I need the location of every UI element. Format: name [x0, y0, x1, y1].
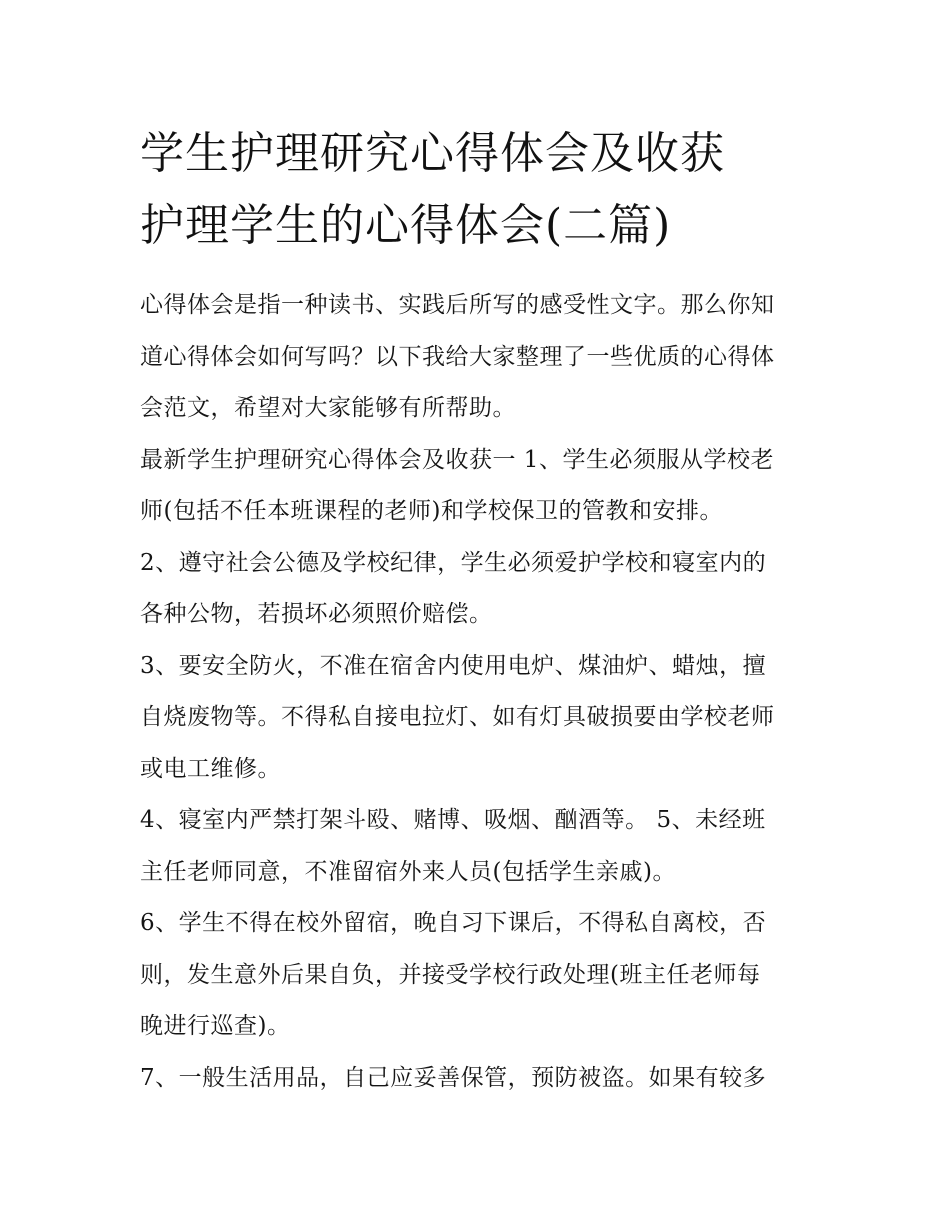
body-line: 主任老师同意，不准留宿外来人员(包括学生亲戚)。: [140, 858, 676, 885]
document-body: [140, 280, 820, 1104]
body-line: 4、寝室内严禁打架斗殴、赌博、吸烟、酗酒等。 5、未经班: [140, 807, 766, 833]
body-line: 6、学生不得在校外留宿，晚自习下课后，不得私自离校，否: [140, 910, 767, 936]
body-line: 道心得体会如何写吗？以下我给大家整理了一些优质的心得体: [140, 343, 775, 370]
body-line: 晚进行巡查)。: [140, 1013, 291, 1039]
body-line: 或电工维修。: [140, 755, 281, 782]
title-line-2: 护理学生的心得体会(二篇): [140, 200, 672, 251]
body-line: 各种公物，若损坏必须照价赔偿。: [140, 601, 493, 627]
body-line: 最新学生护理研究心得体会及收获一 1、学生必须服从学校老: [140, 446, 774, 473]
body-line: 师(包括不任本班课程的老师)和学校保卫的管教和安排。: [140, 498, 723, 524]
document-title: [140, 118, 840, 262]
body-line: 7、一般生活用品，自己应妥善保管，预防被盗。如果有较多: [140, 1064, 767, 1091]
body-line: 3、要安全防火，不准在宿舍内使用电炉、煤油炉、蜡烛，擅: [140, 652, 767, 679]
title-line-1: 学生护理研究心得体会及收获: [140, 128, 725, 179]
body-line: 2、遵守社会公德及学校纪律，学生必须爱护学校和寝室内的: [140, 549, 767, 576]
body-line: 则，发生意外后果自负，并接受学校行政处理(班主任老师每: [140, 961, 761, 988]
body-line: 会范文，希望对大家能够有所帮助。: [140, 395, 516, 421]
body-line: 心得体会是指一种读书、实践后所写的感受性文字。那么你知: [140, 292, 775, 318]
body-line: 自烧废物等。不得私自接电拉灯、如有灯具破损要由学校老师: [140, 704, 775, 730]
